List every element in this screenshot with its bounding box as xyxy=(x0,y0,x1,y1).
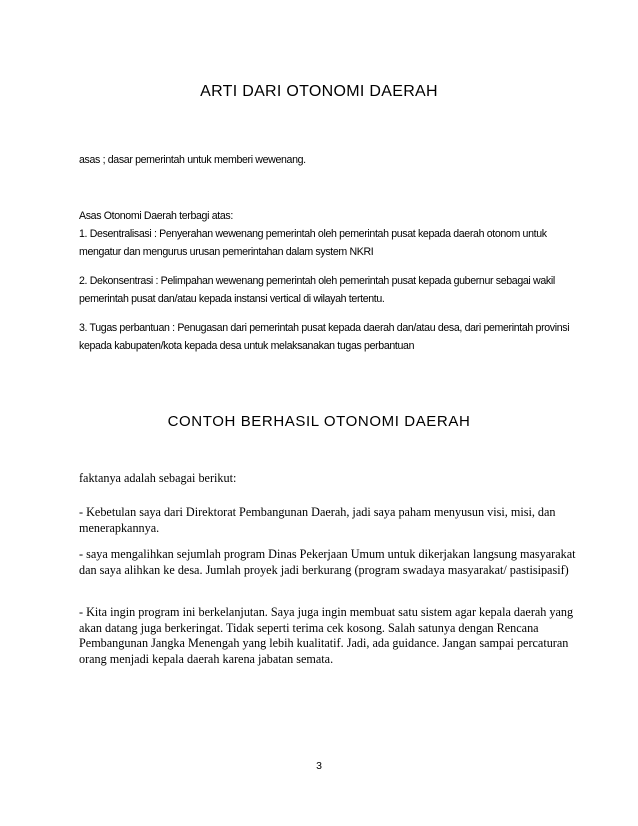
page-title: ARTI DARI OTONOMI DAERAH xyxy=(200,83,438,100)
asas-item-1: 1. Desentralisasi : Penyerahan wewenang pemerintah oleh pemerintah pusat kepada daerah otonom untuk mengatur dan mengurus urusan pemerintahan dalam system NKRI xyxy=(79,228,547,258)
section-title: CONTOH BERHASIL OTONOMI DAERAH xyxy=(167,413,471,430)
fact-item-2: - saya mengalihkan sejumlah program Dinas Pekerjaan Umum untuk dikerjakan langsung masyarakat dan saya alihkan ke desa. Jumlah proyek jadi berkurang (program swadaya masyarakat/ pastisipasif) xyxy=(79,547,576,577)
fact-item-3: - Kita ingin program ini berkelanjutan. Saya juga ingin membuat satu sistem agar kepala daerah yang akan datang juga berkeringat. Tidak seperti terima cek kosong. Salah satunya dengan Rencana Pembangunan Jangka Menengah yang lebih kualitatif. Jadi, ada guidance. Jangan sampai percaturan orang menjadi kepala daerah karena jabatan semata. xyxy=(79,605,574,666)
asas-lead: Asas Otonomi Daerah terbagi atas: xyxy=(79,210,233,222)
facts-lead: faktanya adalah sebagai berikut: xyxy=(79,471,237,485)
fact-item-1: - Kebetulan saya dari Direktorat Pembangunan Daerah, jadi saya paham menyusun visi, misi, dan menerapkannya. xyxy=(79,505,556,535)
page-number: 3 xyxy=(316,760,322,772)
asas-item-2: 2. Dekonsentrasi : Pelimpahan wewenang pemerintah oleh pemerintah pusat kepada gubernur sebagai wakil pemerintah pusat dan/atau kepada instansi vertical di wilayah tertentu. xyxy=(79,275,555,305)
intro-paragraph: asas ; dasar pemerintah untuk memberi wewenang. xyxy=(79,154,306,166)
asas-item-3: 3. Tugas perbantuan : Penugasan dari pemerintah pusat kepada daerah dan/atau desa, dari pemerintah provinsi kepada kabupaten/kota kepada desa untuk melaksanakan tugas perbantuan xyxy=(79,322,570,352)
